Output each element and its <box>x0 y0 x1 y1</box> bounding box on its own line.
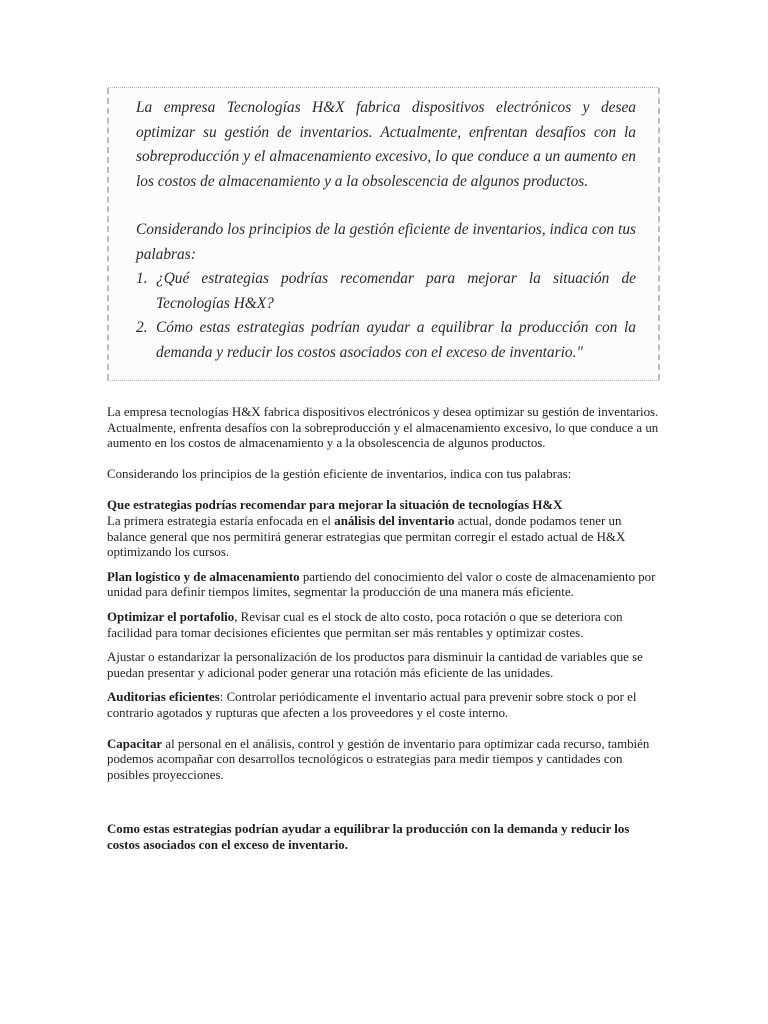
scanned-prompt: Considerando los principios de la gestión eficiente de inventarios, indica con tus palabras: <box>136 221 636 263</box>
paragraph-gap <box>136 194 636 218</box>
question-number: 1. <box>136 270 148 287</box>
scanned-question-2 <box>136 316 636 365</box>
logistics-plan-text: partiendo del conocimiento del valor o coste de almacenamiento por unidad para definir tiempos limites, segmentar la producción de una manera más eficiente. <box>107 569 656 600</box>
standardize-paragraph: Ajustar o estandarizar la personalización de los productos para disminuir la cantidad de variables que se puedan presentar y adicional poder generar una rotación más eficiente de las unidades. <box>107 650 643 680</box>
question-number: 2. <box>136 319 148 336</box>
portfolio-paragraph <box>107 610 662 641</box>
scanned-question-list <box>136 267 636 365</box>
intro-paragraph: La empresa tecnologías H&X fabrica dispositivos electrónicos y desea optimizar su gestión de inventarios. Actualmente, enfrenta desafíos con la sobreproducción y el almacenamiento excesivo, lo que conduce a un aumento en los costos de almacenamiento y a la obsolescencia de algunos productos. <box>107 405 659 451</box>
scanned-intro-paragraph: La empresa Tecnologías H&X fabrica dispositivos electrónicos y desea optimizar su gestión de inventarios. Actualmente, enfrentan desafíos con la sobreproducción y el almacenamiento excesivo, lo que conduce a un aumento en los costos de almacenamiento y a la obsolescencia de algunos productos. <box>136 99 636 190</box>
prompt-paragraph: Considerando los principios de la gestión eficiente de inventarios, indica con tus palabras: <box>107 466 572 481</box>
strategy-answer-block <box>107 498 662 560</box>
audit-text: : Controlar periódicamente el inventario actual para prevenir sobre stock o por el contrario agotados y rupturas que afecten a los proveedores y el coste interno. <box>107 690 637 720</box>
question-2-heading-text: Como estas estrategias podrían ayudar a equilibrar la producción con la demanda y reducir los costos asociados con el exceso de inventario. <box>107 822 630 852</box>
question-text: ¿Qué estrategias podrías recomendar para mejorar la situación de Tecnologías H&X? <box>156 270 636 312</box>
inventory-analysis-term: análisis del inventario <box>334 513 455 528</box>
scanned-question-text <box>136 96 636 365</box>
audit-paragraph <box>107 690 662 721</box>
question-2-heading <box>107 822 662 853</box>
document-body <box>107 405 662 853</box>
scanned-question-1 <box>136 267 636 316</box>
answer-1-text-cont: actual, donde podamos tener un balance general que nos permitirá generar estrategias que permitan corregir el estado actual de H&X optimizando los cursos. <box>107 513 626 560</box>
portfolio-text: , Revisar cual es el stock de alto costo, poca rotación o que se deteriora con facilidad para tomar decisiones eficientes que permitan ser más rentables y optimizar costes. <box>107 609 623 640</box>
logistics-plan-term: Plan logístico y de almacenamiento <box>107 569 300 584</box>
logistics-plan-paragraph <box>107 570 662 601</box>
scanned-question-image <box>108 87 659 381</box>
training-text: al personal en el análisis, control y gestión de inventario para optimizar cada recurso, también podemos acompañar con desarrollos tecnológicos o estrategias para medir tiempos y cantidades con posibles proyecciones. <box>107 736 650 782</box>
portfolio-term: Optimizar el portafolio <box>107 609 235 624</box>
question-text: Cómo estas estrategias podrían ayudar a equilibrar la producción con la demanda y reducir los costos asociados con el exceso de inventario." <box>156 319 636 361</box>
question-1-heading: Que estrategias podrías recomendar para mejorar la situación de tecnologías H&X <box>107 498 563 513</box>
training-term: Capacitar <box>107 736 163 751</box>
answer-1-text: La primera estrategia estaría enfocada en el <box>107 513 335 528</box>
training-paragraph <box>107 737 662 784</box>
audit-term: Auditorias eficientes <box>107 690 220 705</box>
